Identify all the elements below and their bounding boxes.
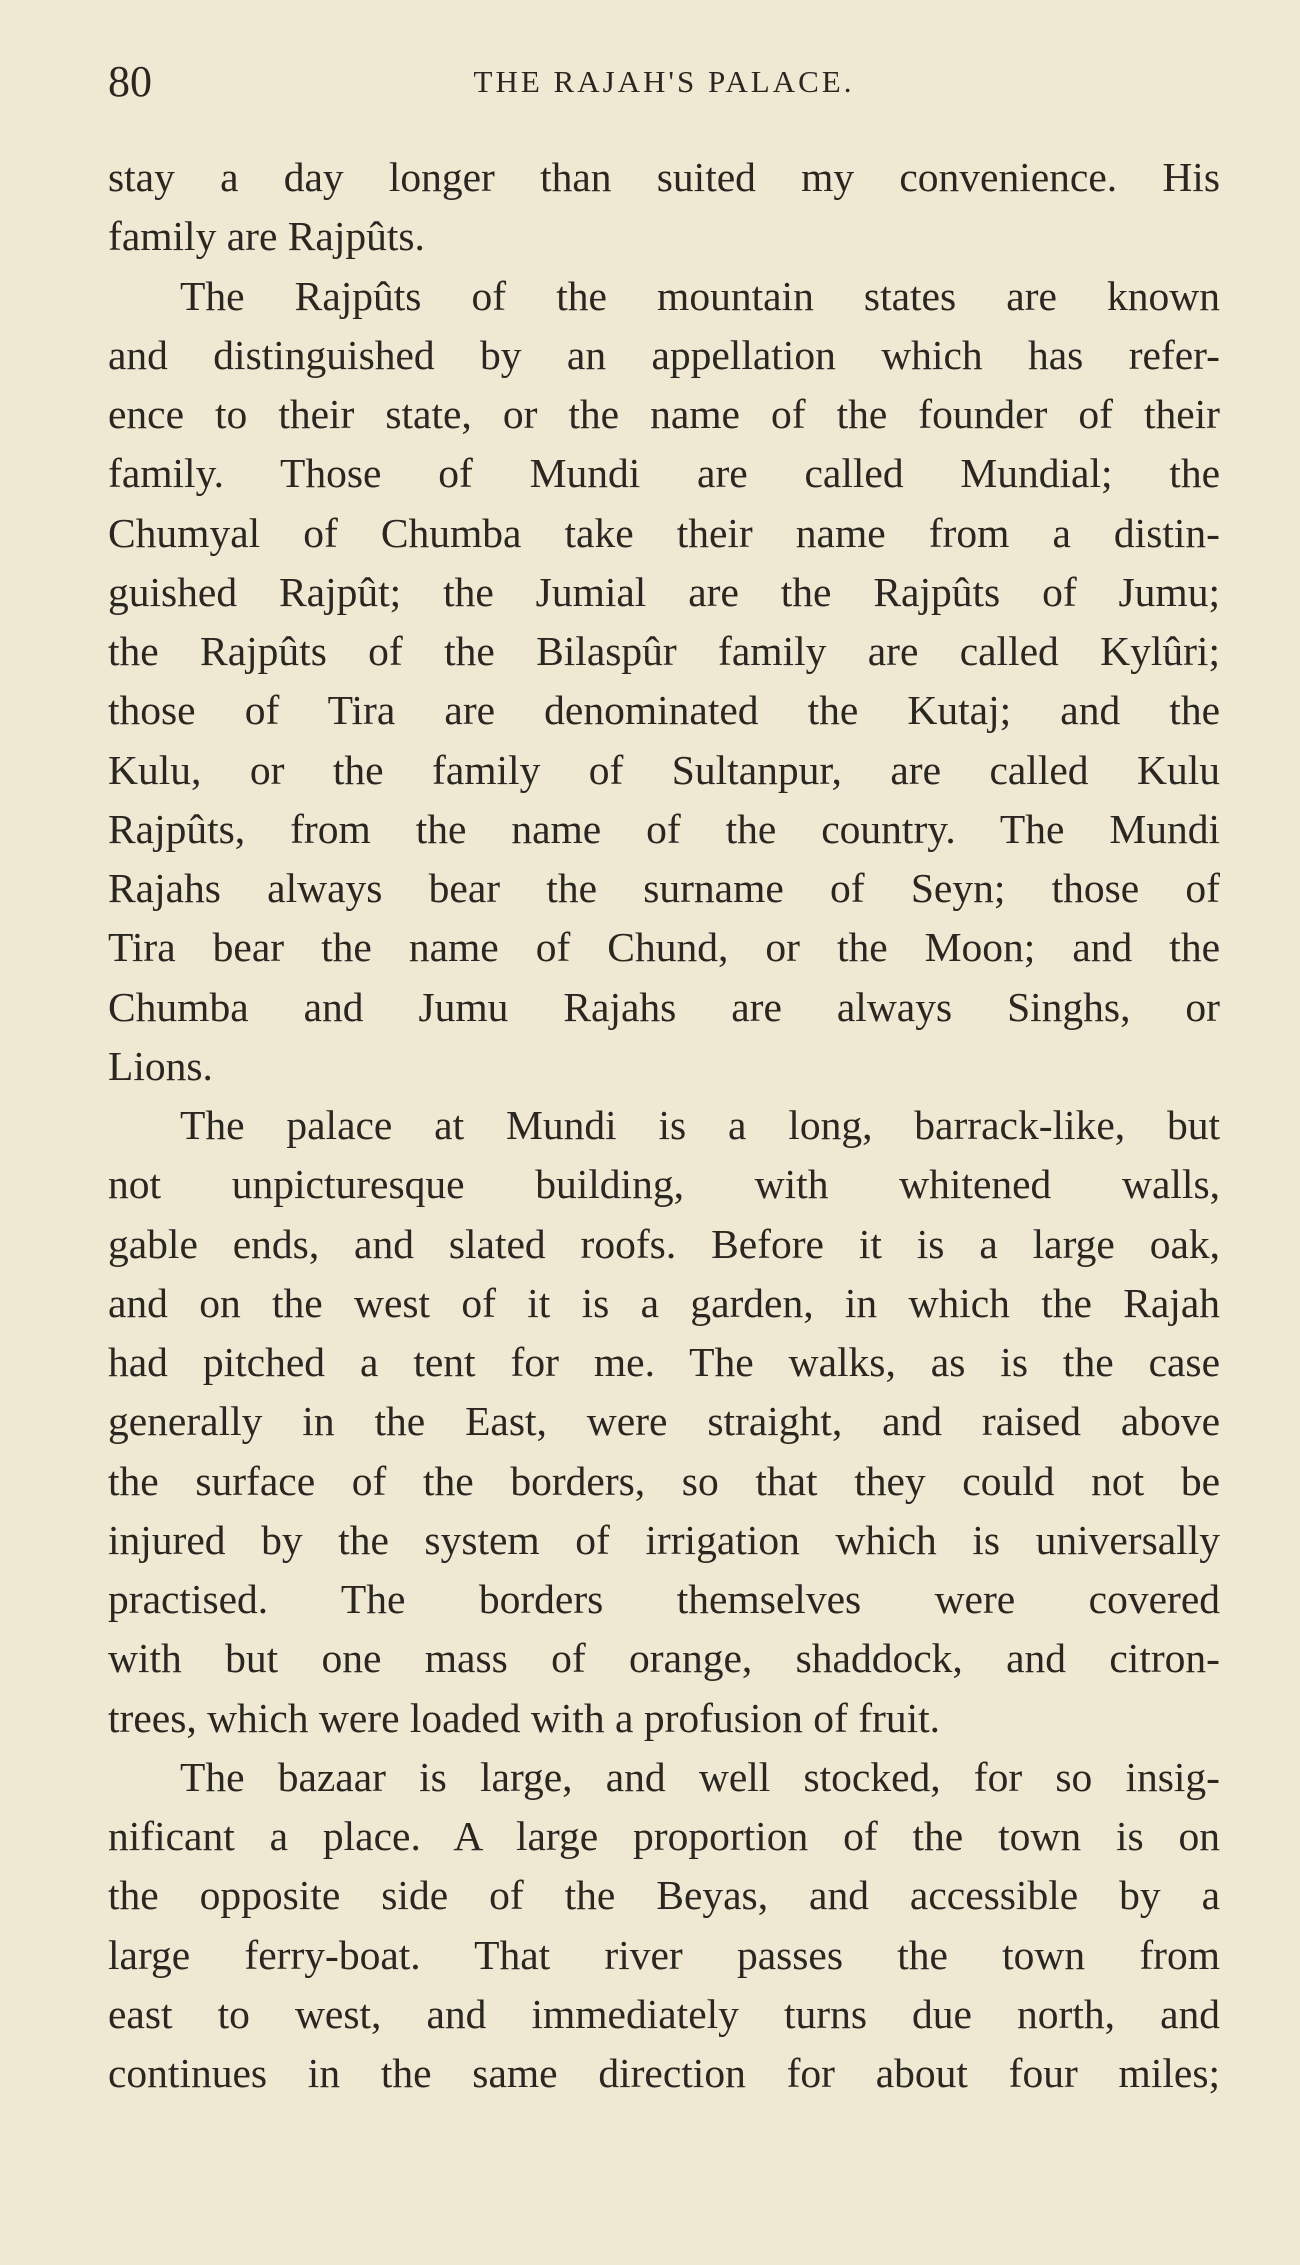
text-line: nificant a place. A large proportion of the town is on <box>108 1813 1220 1859</box>
page-number: 80 <box>108 57 152 106</box>
text-line: those of Tira are denominated the Kutaj; and the <box>108 687 1220 734</box>
text-line: and on the west of it is a garden, in which the Rajah <box>108 1279 1220 1326</box>
text-line: family are Rajpûts. <box>108 213 425 260</box>
text-line: injured by the system of irrigation which is universally <box>108 1516 1220 1563</box>
text-line: The bazaar is large, and well stocked, for so insig- <box>180 1753 1220 1800</box>
text-line: Kulu, or the family of Sultanpur, are called Kulu <box>108 746 1220 793</box>
text-line: the surface of the borders, so that they could not be <box>108 1457 1220 1504</box>
running-head: THE RAJAH'S PALACE. <box>473 64 855 99</box>
text-line: had pitched a tent for me. The walks, as is the case <box>108 1339 1220 1385</box>
text-line: gable ends, and slated roofs. Before it is a large oak, <box>108 1220 1220 1267</box>
text-line: guished Rajpût; the Jumial are the Rajpûts of Jumu; <box>108 568 1220 615</box>
text-line: Rajpûts, from the name of the country. The Mundi <box>108 805 1220 852</box>
text-line: practised. The borders themselves were covered <box>108 1576 1220 1622</box>
text-line: Tira bear the name of Chund, or the Moon; and the <box>108 924 1220 971</box>
text-line: stay a day longer than suited my convenience. His <box>108 154 1220 200</box>
text-line: ence to their state, or the name of the founder of their <box>108 391 1220 437</box>
text-line: the opposite side of the Beyas, and accessible by a <box>108 1872 1220 1919</box>
text-line: and distinguished by an appellation which has refer- <box>108 331 1220 378</box>
text-line: trees, which were loaded with a profusion of fruit. <box>108 1694 941 1741</box>
text-line: Chumyal of Chumba take their name from a distin- <box>108 509 1220 556</box>
text-line: The palace at Mundi is a long, barrack-like, but <box>180 1102 1220 1148</box>
text-line: not unpicturesque building, with whitened walls, <box>108 1161 1220 1208</box>
text-line: with but one mass of orange, shaddock, and citron- <box>108 1635 1220 1682</box>
text-line: Lions. <box>108 1042 213 1089</box>
text-line: the Rajpûts of the Bilaspûr family are called Kylûri; <box>108 628 1220 674</box>
text-line: east to west, and immediately turns due north, and <box>108 1990 1220 2037</box>
text-line: large ferry-boat. That river passes the town from <box>108 1931 1220 1978</box>
text-line: generally in the East, were straight, and raised above <box>108 1398 1220 1445</box>
text-line: continues in the same direction for about four miles; <box>108 2050 1220 2096</box>
body-text <box>108 148 1220 2103</box>
text-line: Chumba and Jumu Rajahs are always Singhs, or <box>108 983 1220 1030</box>
text-line: The Rajpûts of the mountain states are known <box>180 272 1220 319</box>
text-line: Rajahs always bear the surname of Seyn; those of <box>108 865 1220 911</box>
text-line: family. Those of Mundi are called Mundial; the <box>108 450 1220 497</box>
page-header <box>108 52 1220 112</box>
